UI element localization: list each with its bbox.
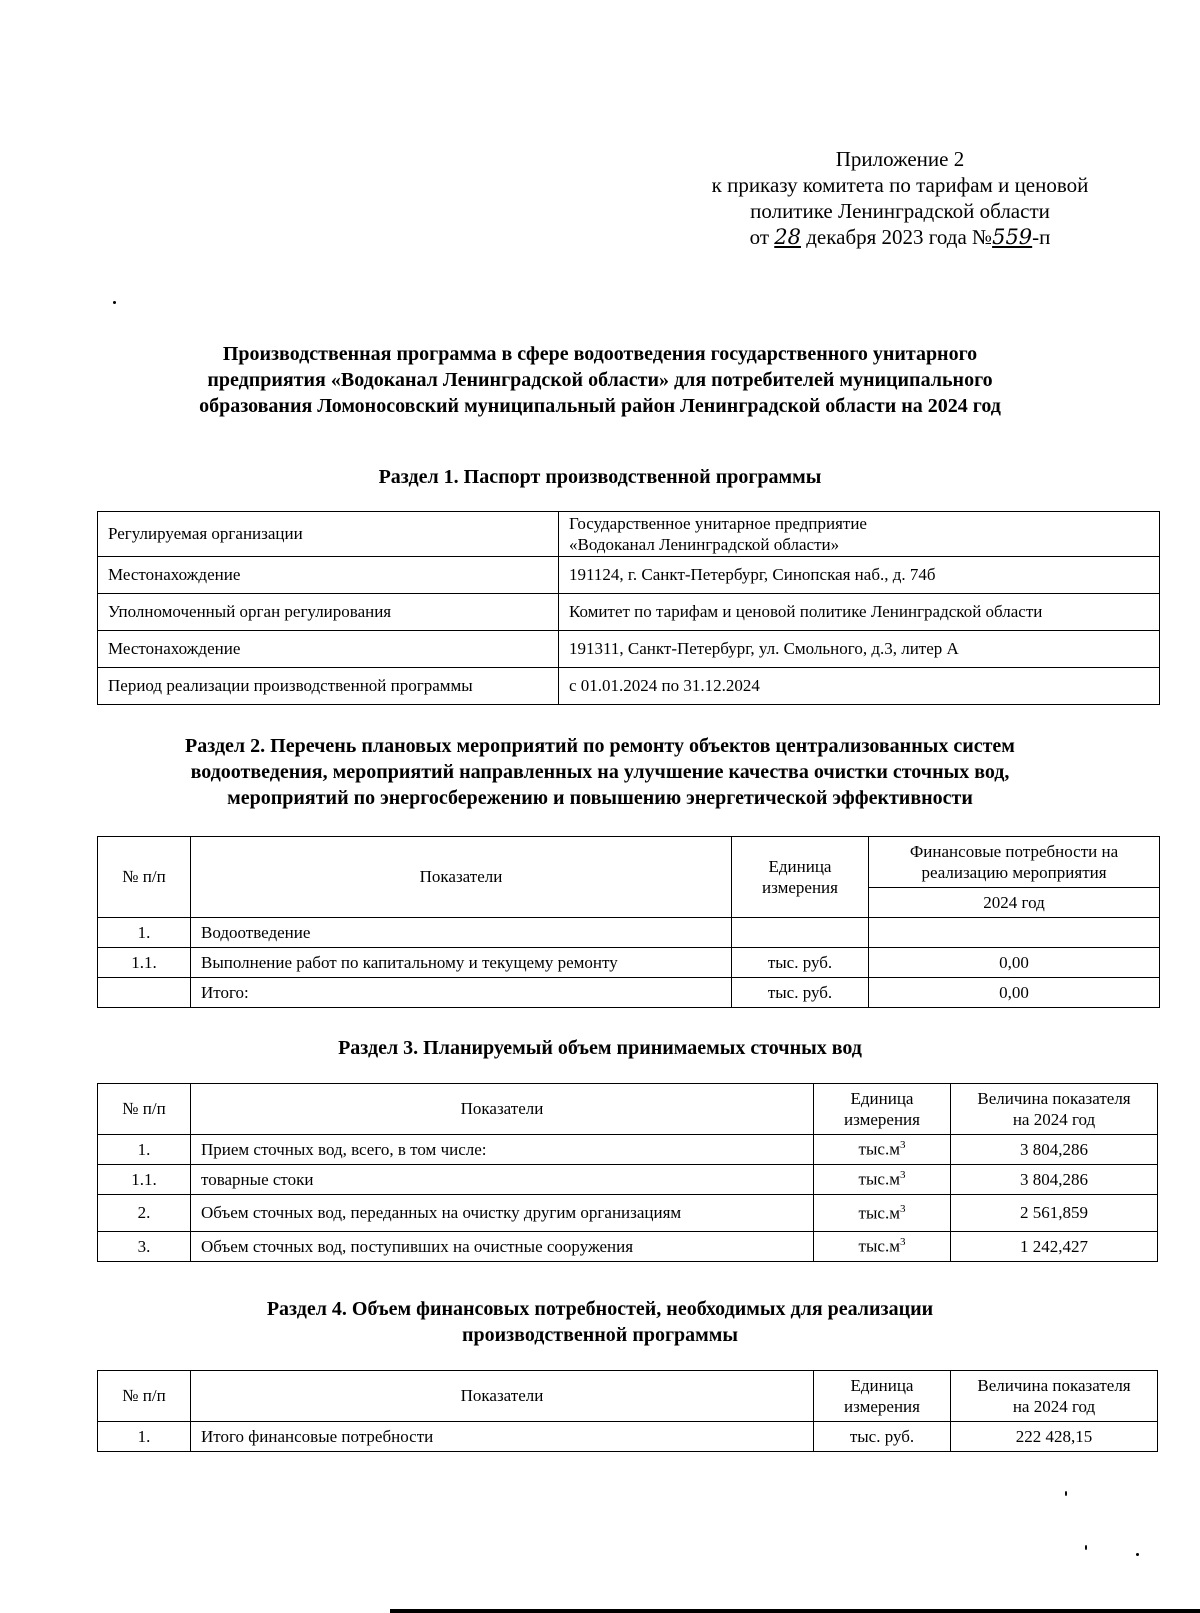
table-row: Местонахождение 191311, Санкт-Петербург, ул. Смольного, д.3, литер А — [98, 631, 1160, 668]
table-row: 2. Объем сточных вод, переданных на очистку другим организациям $тыс.м^3$ 2 561,859 — [98, 1195, 1158, 1232]
document-title: Производственная программа в сфере водоотведения государственного унитарного предприятия «Водоканал Ленинградской области» для потребителей муниципального образования Ломоносовский муниципальный район Ленинградской области на 2024 год — [199, 343, 1001, 417]
table-row: 1.1. Выполнение работ по капитальному и текущему ремонту тыс. руб. 0,00 — [98, 948, 1160, 978]
wastewater-volume-table — [97, 1083, 1158, 1262]
scan-speck — [113, 301, 116, 304]
table-row: 3. Объем сточных вод, поступивших на очистные сооружения $тыс.м^3$ 1 242,427 — [98, 1232, 1158, 1262]
section-1-title: Раздел 1. Паспорт производственной программы — [378, 466, 822, 488]
table-row: Итого: тыс. руб. 0,00 — [98, 978, 1160, 1008]
table-header-row: № п/п Показатели Единица измерения Финансовые потребности на реализацию мероприятия — [98, 837, 1160, 888]
section-2-title: Раздел 2. Перечень плановых мероприятий по ремонту объектов централизованных систем водоотведения, мероприятий направленных на улучшение качества очистки сточных вод, мероприятий по энергосбережению и повышению энергетической эффективности — [185, 735, 1015, 809]
table-row: 1. Прием сточных вод, всего, в том числе: $тыс.м^3$ 3 804,286 — [98, 1135, 1158, 1165]
table-row: Местонахождение 191124, г. Санкт-Петербург, Синопская наб., д. 74б — [98, 557, 1160, 594]
appendix-line-2: к приказу комитета по тарифам и ценовой — [711, 173, 1089, 197]
handwritten-day: 28 — [774, 225, 801, 249]
financial-needs-table — [97, 1370, 1158, 1452]
handwritten-order-number: 559 — [992, 225, 1033, 249]
table-header-row: № п/п Показатели Единица измерения Величина показателя на 2024 год — [98, 1084, 1158, 1135]
measures-table: № п/п Показатели Единица измерения Финансовые потребности на реализацию мероприятия 2024 год 1. Водоотведение 1.1. Выполнение работ по капитальному и текущему ремонту тыс. руб. 0,00 Итого: тыс. руб. 0,00 — [97, 836, 1160, 1008]
appendix-header — [660, 146, 1140, 250]
appendix-line-4: от 28 декабря 2023 года №559-п — [749, 225, 1051, 249]
passport-table — [97, 511, 1160, 705]
table-row: 1.1. товарные стоки $тыс.м^3$ 3 804,286 — [98, 1165, 1158, 1195]
table-row: Регулируемая организации Государственное унитарное предприятие «Водоканал Ленинградской области» — [98, 512, 1160, 557]
appendix-line-1: Приложение 2 — [835, 147, 965, 171]
section-4-title: Раздел 4. Объем финансовых потребностей, необходимых для реализации производственной программы — [266, 1298, 934, 1346]
scan-speck — [1136, 1553, 1139, 1556]
section-3-title: Раздел 3. Планируемый объем принимаемых сточных вод — [338, 1037, 862, 1059]
table-row: 1. Водоотведение — [98, 918, 1160, 948]
table-row: Уполномоченный орган регулирования Комитет по тарифам и ценовой политике Ленинградской области — [98, 594, 1160, 631]
table-row: Период реализации производственной программы с 01.01.2024 по 31.12.2024 — [98, 668, 1160, 705]
table-row: 1. Итого финансовые потребности тыс. руб. 222 428,15 — [98, 1422, 1158, 1452]
appendix-line-3: политике Ленинградской области — [750, 199, 1050, 223]
scan-speck — [1085, 1545, 1087, 1550]
scan-speck — [1065, 1491, 1067, 1496]
scan-edge — [390, 1609, 1200, 1613]
table-header-row: № п/п Показатели Единица измерения Величина показателя на 2024 год — [98, 1371, 1158, 1422]
